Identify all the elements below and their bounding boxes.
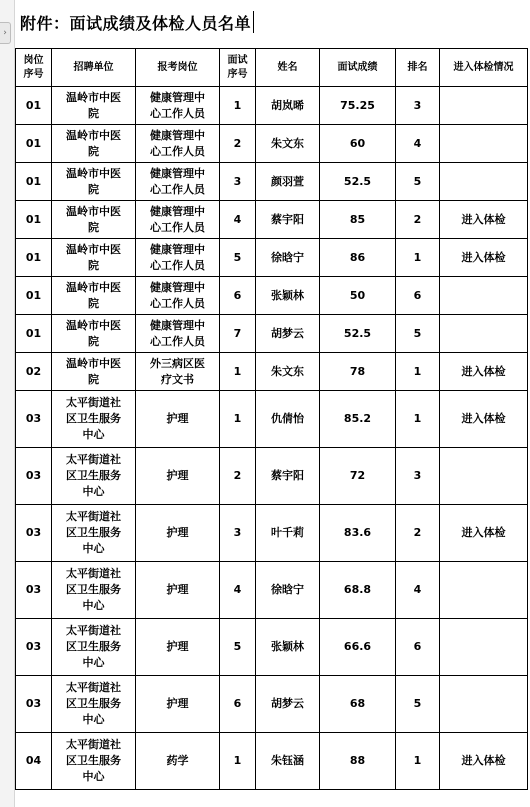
cell-position: 健康管理中心工作人员 [136, 201, 220, 239]
table-row [16, 505, 528, 562]
cell-unit: 太平街道社区卫生服务中心 [52, 733, 136, 790]
table-row [16, 125, 528, 163]
cell-score: 66.6 [320, 619, 396, 676]
cell-name: 朱文东 [256, 353, 320, 391]
cell-interview-seq: 3 [220, 505, 256, 562]
cell-position: 护理 [136, 448, 220, 505]
cell-status [440, 676, 528, 733]
cell-score: 78 [320, 353, 396, 391]
cell-rank: 6 [396, 619, 440, 676]
cell-name: 颜羽萱 [256, 163, 320, 201]
cell-pos-seq: 01 [16, 315, 52, 353]
table-row [16, 562, 528, 619]
cell-pos-seq: 01 [16, 163, 52, 201]
cell-rank: 1 [396, 391, 440, 448]
cell-status [440, 163, 528, 201]
cell-rank: 1 [396, 733, 440, 790]
cell-interview-seq: 5 [220, 239, 256, 277]
table-row [16, 201, 528, 239]
cell-rank: 1 [396, 239, 440, 277]
cell-name: 徐晗宁 [256, 562, 320, 619]
cell-unit: 太平街道社区卫生服务中心 [52, 562, 136, 619]
cell-score: 68.8 [320, 562, 396, 619]
cell-position: 健康管理中心工作人员 [136, 315, 220, 353]
cell-status: 进入体检 [440, 353, 528, 391]
cell-unit: 温岭市中医院 [52, 87, 136, 125]
cell-pos-seq: 03 [16, 562, 52, 619]
cell-rank: 5 [396, 676, 440, 733]
header-pos-seq: 岗位序号 [16, 49, 52, 87]
cell-score: 83.6 [320, 505, 396, 562]
cell-score: 75.25 [320, 87, 396, 125]
cell-unit: 太平街道社区卫生服务中心 [52, 676, 136, 733]
side-panel-toggle[interactable] [0, 22, 11, 44]
cell-rank: 6 [396, 277, 440, 315]
table-row [16, 315, 528, 353]
cell-pos-seq: 03 [16, 448, 52, 505]
cell-interview-seq: 1 [220, 733, 256, 790]
cell-score: 85 [320, 201, 396, 239]
document-left-margin [0, 0, 15, 807]
cell-status [440, 87, 528, 125]
cell-pos-seq: 01 [16, 277, 52, 315]
cell-score: 85.2 [320, 391, 396, 448]
cell-score: 86 [320, 239, 396, 277]
header-rank: 排名 [396, 49, 440, 87]
cell-unit: 太平街道社区卫生服务中心 [52, 619, 136, 676]
cell-position: 护理 [136, 619, 220, 676]
cell-rank: 4 [396, 562, 440, 619]
cell-position: 健康管理中心工作人员 [136, 87, 220, 125]
header-status: 进入体检情况 [440, 49, 528, 87]
table-row [16, 448, 528, 505]
cell-position: 健康管理中心工作人员 [136, 163, 220, 201]
cell-score: 52.5 [320, 315, 396, 353]
cell-name: 张颖林 [256, 619, 320, 676]
cell-interview-seq: 4 [220, 201, 256, 239]
cell-status [440, 125, 528, 163]
cell-unit: 太平街道社区卫生服务中心 [52, 448, 136, 505]
cell-position: 护理 [136, 562, 220, 619]
cell-rank: 2 [396, 505, 440, 562]
cell-interview-seq: 2 [220, 125, 256, 163]
cell-rank: 1 [396, 353, 440, 391]
cell-name: 张颖林 [256, 277, 320, 315]
cell-rank: 4 [396, 125, 440, 163]
cell-unit: 温岭市中医院 [52, 239, 136, 277]
cell-rank: 3 [396, 87, 440, 125]
cell-unit: 温岭市中医院 [52, 201, 136, 239]
cell-position: 外三病区医疗文书 [136, 353, 220, 391]
cell-name: 仇倩怡 [256, 391, 320, 448]
cell-status: 进入体检 [440, 201, 528, 239]
cell-pos-seq: 03 [16, 391, 52, 448]
cell-score: 52.5 [320, 163, 396, 201]
cell-position: 护理 [136, 676, 220, 733]
cell-score: 50 [320, 277, 396, 315]
header-unit: 招聘单位 [52, 49, 136, 87]
text-cursor [253, 11, 254, 33]
cell-status: 进入体检 [440, 391, 528, 448]
cell-score: 72 [320, 448, 396, 505]
cell-status: 进入体检 [440, 733, 528, 790]
cell-name: 叶千莉 [256, 505, 320, 562]
cell-pos-seq: 01 [16, 87, 52, 125]
cell-unit: 温岭市中医院 [52, 353, 136, 391]
document-title-row [20, 8, 254, 36]
table-row [16, 391, 528, 448]
cell-rank: 5 [396, 163, 440, 201]
header-interview-seq: 面试序号 [220, 49, 256, 87]
cell-status [440, 448, 528, 505]
cell-position: 护理 [136, 505, 220, 562]
cell-name: 胡梦云 [256, 676, 320, 733]
table-row [16, 239, 528, 277]
cell-name: 蔡宇阳 [256, 201, 320, 239]
cell-pos-seq: 01 [16, 125, 52, 163]
table-row [16, 619, 528, 676]
cell-interview-seq: 7 [220, 315, 256, 353]
table-row [16, 676, 528, 733]
cell-interview-seq: 5 [220, 619, 256, 676]
cell-interview-seq: 6 [220, 277, 256, 315]
results-table [15, 48, 528, 790]
table-row [16, 163, 528, 201]
cell-pos-seq: 03 [16, 619, 52, 676]
cell-name: 胡梦云 [256, 315, 320, 353]
cell-score: 60 [320, 125, 396, 163]
cell-score: 68 [320, 676, 396, 733]
cell-interview-seq: 2 [220, 448, 256, 505]
cell-unit: 太平街道社区卫生服务中心 [52, 505, 136, 562]
header-score: 面试成绩 [320, 49, 396, 87]
table-row [16, 733, 528, 790]
cell-interview-seq: 1 [220, 87, 256, 125]
cell-status [440, 315, 528, 353]
cell-pos-seq: 03 [16, 505, 52, 562]
cell-rank: 2 [396, 201, 440, 239]
table-row [16, 87, 528, 125]
cell-unit: 温岭市中医院 [52, 315, 136, 353]
cell-name: 朱钰涵 [256, 733, 320, 790]
cell-pos-seq: 03 [16, 676, 52, 733]
cell-name: 朱文东 [256, 125, 320, 163]
cell-interview-seq: 3 [220, 163, 256, 201]
cell-position: 健康管理中心工作人员 [136, 125, 220, 163]
cell-interview-seq: 1 [220, 391, 256, 448]
cell-position: 健康管理中心工作人员 [136, 277, 220, 315]
table-row [16, 277, 528, 315]
cell-name: 胡岚晞 [256, 87, 320, 125]
cell-name: 蔡宇阳 [256, 448, 320, 505]
cell-status [440, 562, 528, 619]
cell-position: 护理 [136, 391, 220, 448]
table-row [16, 353, 528, 391]
cell-position: 健康管理中心工作人员 [136, 239, 220, 277]
cell-rank: 5 [396, 315, 440, 353]
cell-interview-seq: 4 [220, 562, 256, 619]
cell-pos-seq: 02 [16, 353, 52, 391]
header-position: 报考岗位 [136, 49, 220, 87]
cell-position: 药学 [136, 733, 220, 790]
cell-status [440, 619, 528, 676]
cell-score: 88 [320, 733, 396, 790]
cell-status: 进入体检 [440, 239, 528, 277]
table-header-row [16, 49, 528, 87]
cell-pos-seq: 04 [16, 733, 52, 790]
cell-unit: 温岭市中医院 [52, 163, 136, 201]
cell-rank: 3 [396, 448, 440, 505]
cell-interview-seq: 1 [220, 353, 256, 391]
cell-unit: 温岭市中医院 [52, 277, 136, 315]
cell-unit: 温岭市中医院 [52, 125, 136, 163]
cell-unit: 太平街道社区卫生服务中心 [52, 391, 136, 448]
cell-interview-seq: 6 [220, 676, 256, 733]
chevron-right-icon: › [3, 28, 7, 38]
cell-pos-seq: 01 [16, 239, 52, 277]
cell-status [440, 277, 528, 315]
table-body [16, 87, 528, 790]
cell-pos-seq: 01 [16, 201, 52, 239]
header-name: 姓名 [256, 49, 320, 87]
cell-name: 徐晗宁 [256, 239, 320, 277]
document-title: 附件：面试成绩及体检人员名单 [20, 13, 252, 33]
cell-status: 进入体检 [440, 505, 528, 562]
